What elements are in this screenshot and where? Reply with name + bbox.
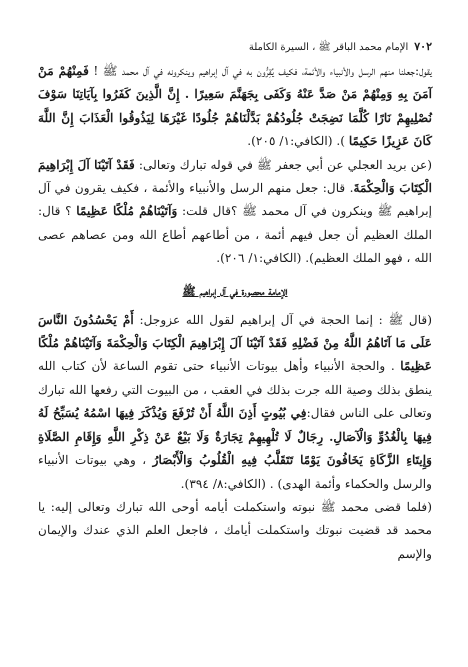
quran-quote: فَمِنْهُمْ مَنْ آمَنَ بِهِ وَمِنْهُمْ مَنْ صَدَّ عَنْهُ وَكَفَى بِجَهَنَّمَ سَعِيرًا . إِنَّ الَّذِينَ كَفَرُوا بِآيَاتِنَا سَوْفَ نُصْلِيهِمْ نَارًا كُلَّمَا نَضِجَتْ جُلُودُهُمْ بَدَّلْنَاهُمْ جُلُودًا غَيْرَهَا لِيَذُوقُوا الْعَذَابَ إِنَّ اللَّهَ كَانَ عَزِيزًا حَكِيمًا [38,64,432,149]
page-body [38,60,432,566]
paragraph-text: . قال: جعل منهم الرسل والأنبياء والأئمة ، فكيف يقرون في آل إبراهيم ﷺ وينكرون في آل محمد ﷺ ؟قال قلت: [38,181,432,219]
paragraph [38,154,432,271]
paragraphs-before-section [38,60,432,271]
quran-quote: فَقَدْ آتَيْنَا آلَ إِبْرَاهِيمَ الْكِتَابَ وَالْحِكْمَةَ [38,157,432,196]
paragraph-text: (فلما قضى محمد ﷺ نبوته واستكملت أيامه أوحى الله تبارك وتعالى إليه: يا محمد قد قضيت نبوتك واستكملت أيامك ، فاجعل العلم الذي عندك والإيمان والإسم [38,499,432,561]
paragraph-text: يقول:جعلنا منهم الرسل والأنبياء والأئمة، فكيف يُقِرُّون به في آل إبراهيم وينكرونه في آل محمد ﷺ ! [88,64,433,78]
section-heading: الإمامة محصورة في آل إبراهيم ﷺ [182,284,288,298]
paragraphs-after-section [38,309,432,566]
quran-quote: فِي بُيُوتٍ أَذِنَ اللَّهُ أَنْ تُرْفَعَ وَيُذْكَرَ فِيهَا اسْمُهُ يُسَبِّحُ لَهُ فِيهَا بِالْغُدُوِّ وَالْآصَالِ. رِجَالٌ لَا تُلْهِيهِمْ تِجَارَةٌ وَلَا بَيْعٌ عَنْ ذِكْرِ اللَّهِ وَإِقَامِ الصَّلَاةِ وَإِيتَاءِ الزَّكَاةِ يَخَافُونَ يَوْمًا تَتَقَلَّبُ فِيهِ الْقُلُوبُ وَالْأَبْصَارُ [38,406,433,468]
running-title: الإمام محمد الباقر ﷺ ، السيرة الكاملة [248,42,409,53]
paragraph-text: ؟ قال: الملك العظيم أن جعل فيهم أئمة ، من أطاعهم أطاع الله ومن عصاهم عصى الله ، فهو الملك العظيم). (الكافي:١/ ٢٠٦). [38,204,432,266]
paragraph [38,309,432,496]
paragraph-text: ). (الكافي:١/ ٢٠٥). [247,134,349,149]
paragraph-text: ، وهي بيوتات الأنبياء والرسل والحكماء وأئمة الهدى) . (الكافي:٨/ ٣٩٤). [38,453,432,491]
paragraph-text: . والحجة الأنبياء وأهل بيوتات الأنبياء حتى تقوم الساعة لأن كتاب الله ينطق بذلك وصية الله جرت بذلك في العقب ، من البيوت التي رفعها الله تبارك وتعالى على الناس فقال: [38,359,432,421]
paragraph [38,60,432,154]
paragraph-text: (عن بريد العجلي عن أبي جعفر ﷺ في قوله تبارك وتعالى: [134,157,432,172]
paragraph-text: (قال ﷺ : إنما الحجة في آل إبراهيم لقول الله عزوجل: [133,312,432,327]
quran-quote: وَآتَيْنَاهُمْ مُلْكًا عَظِيمًا [76,204,178,219]
paragraph [38,496,432,566]
quran-quote: أَمْ يَحْسُدُونَ النَّاسَ عَلَى مَا آتَاهُمُ اللَّهُ مِنْ فَضْلِهِ فَقَدْ آتَيْنَا آلَ إِبْرَاهِيمَ الْكِتَابَ وَالْحِكْمَةَ وَآتَيْنَاهُمْ مُلْكًا عَظِيمًا [38,312,432,374]
page-header [38,40,432,55]
page-number: ٧٠٢ [414,40,432,53]
